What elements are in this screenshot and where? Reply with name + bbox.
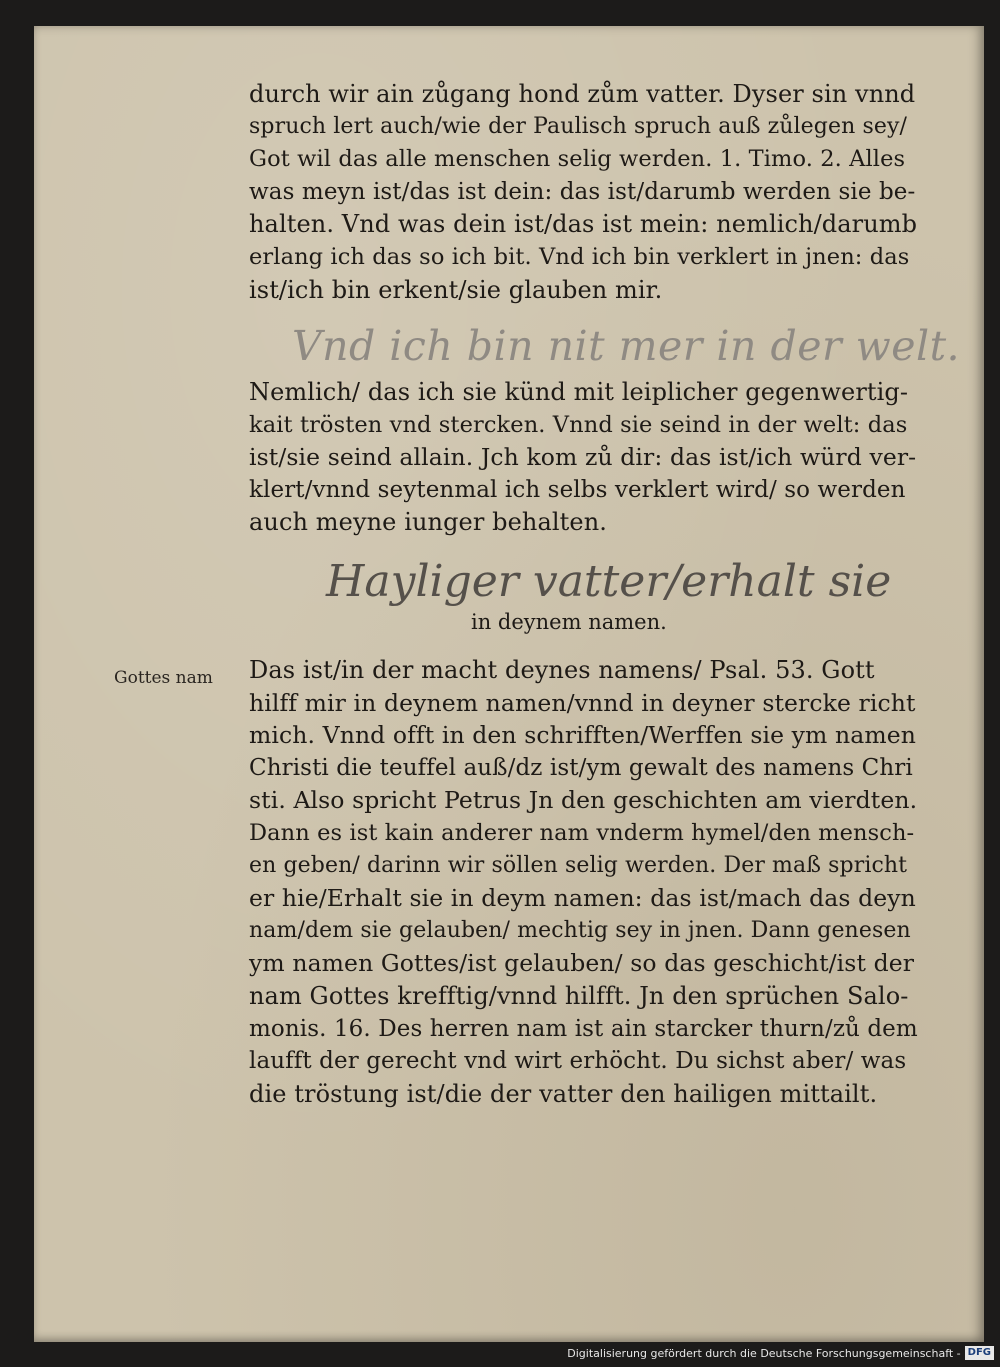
text-line: ym namen Gottes/ist gelauben/ so das geschicht/ist der — [249, 949, 915, 978]
text-line: er hie/Erhalt sie in deym namen: das ist/mach das deyn — [249, 884, 916, 913]
text-line: mich. Vnnd offt in den schrifften/Werffen sie ym namen — [249, 721, 916, 750]
digitization-footer — [567, 1343, 994, 1363]
text-line: laufft der gerecht vnd wirt erhöcht. Du sichst aber/ was — [249, 1048, 907, 1075]
text-line: erlang ich das so ich bit. Vnd ich bin verklert in jnen: das — [249, 243, 910, 270]
text-line: die tröstung ist/die der vatter den hailigen mittailt. — [249, 1079, 878, 1108]
text-line: ist/ich bin erkent/sie glauben mir. — [249, 275, 663, 304]
text-line: was meyn ist/das ist dein: das ist/darumb werden sie be- — [249, 178, 916, 205]
marginal-note: Gottes nam — [114, 668, 213, 688]
text-line: hilff mir in deynem namen/vnnd in deyner stercke richt — [249, 688, 916, 717]
text-block-3 — [249, 654, 919, 1110]
text-line: Nemlich/ das ich sie künd mit leiplicher gegenwertig- — [249, 378, 909, 406]
text-line: monis. 16. Des herren nam ist ain starcker thurn/zů dem — [249, 1015, 918, 1042]
text-line: klert/vnnd seytenmal ich selbs verklert wird/ so werden — [249, 476, 906, 503]
section-heading: Hayliger vatter/erhalt sie — [326, 556, 892, 607]
section-subheading: in deynem namen. — [471, 610, 667, 634]
text-line: Got wil das alle menschen selig werden. 1. Timo. 2. Alles — [249, 146, 906, 173]
text-block-2 — [249, 376, 919, 539]
text-line: Christi die teuffel auß/dz ist/ym gewalt des namens Chri — [249, 754, 913, 781]
text-line: spruch lert auch/wie der Paulisch spruch auß zůlegen sey/ — [249, 113, 908, 139]
text-line: kait trösten vnd stercken. Vnnd sie seind in der welt: das — [249, 411, 908, 438]
text-line: durch wir ain zůgang hond zům vatter. Dyser sin vnnd — [249, 80, 916, 108]
text-line: sti. Also spricht Petrus Jn den geschichten am vierdten. — [249, 786, 918, 815]
text-block-1 — [249, 78, 919, 306]
book-page — [34, 26, 984, 1342]
text-line: nam/dem sie gelauben/ mechtig sey in jnen. Dann genesen — [249, 917, 911, 943]
section-heading: Vnd ich bin nit mer in der welt. — [292, 322, 961, 370]
dfg-logo: DFG — [965, 1346, 994, 1360]
text-line: Dann es ist kain anderer nam vnderm hymel/den mensch- — [249, 819, 915, 846]
text-line: en geben/ darinn wir söllen selig werden. Der maß spricht — [249, 852, 908, 878]
text-line: nam Gottes krefftig/vnnd hilfft. Jn den sprüchen Salo- — [249, 981, 909, 1010]
footer-credit-text: Digitalisierung gefördert durch die Deutsche Forschungsgemeinschaft - — [567, 1346, 961, 1360]
text-line: halten. Vnd was dein ist/das ist mein: nemlich/darumb — [249, 210, 918, 239]
text-line: Das ist/in der macht deynes namens/ Psal. 53. Gott — [249, 656, 875, 684]
text-line: ist/sie seind allain. Jch kom zů dir: das ist/ich würd ver- — [249, 443, 917, 472]
text-line: auch meyne iunger behalten. — [249, 508, 608, 537]
